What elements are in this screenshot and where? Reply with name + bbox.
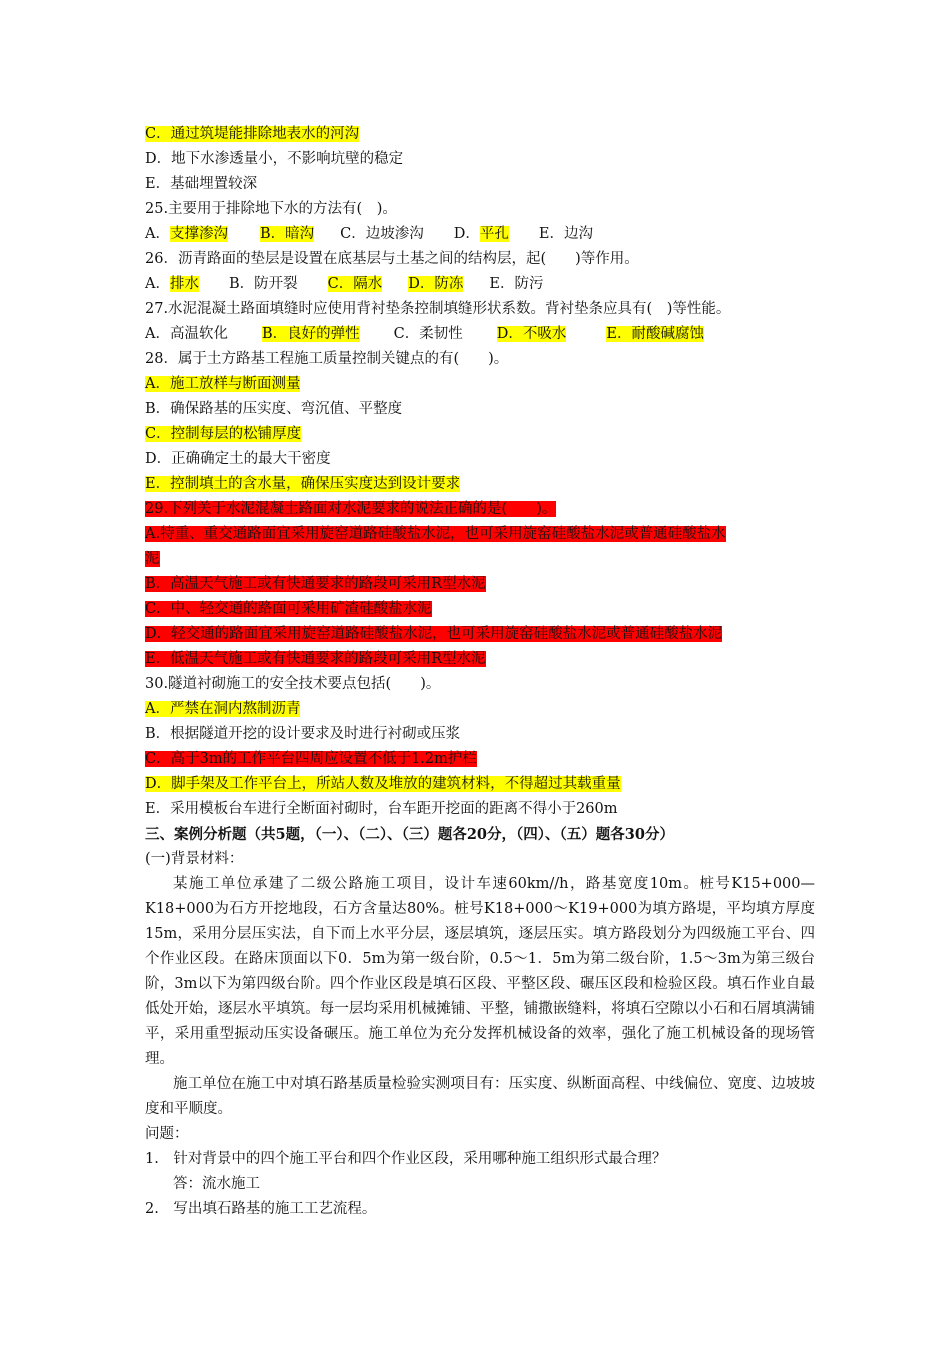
- questions-label: 问题：: [145, 1126, 189, 1142]
- question-26: 26．沥青路面的垫层是设置在底基层与土基之间的结构层，起( )等作用。: [145, 251, 639, 267]
- option-line: B．根据隧道开挖的设计要求及时进行衬砌或压浆: [145, 726, 461, 742]
- case-question: 1. 针对背景中的四个施工平台和四个作业区段，采用哪种施工组织形式最合理？: [145, 1151, 667, 1167]
- highlighted-text: A．严禁在洞内熬制沥青: [145, 701, 301, 717]
- highlighted-text: D．脚手架及工作平台上，所站人数及堆放的建筑材料，不得超过其载重量: [145, 776, 621, 792]
- red-highlighted-text: C．高于3m的工作平台四周应设置不低于1.2m护栏: [145, 751, 477, 767]
- option-line: [145, 572, 815, 597]
- question-27: 27.水泥混凝土路面填缝时应使用背衬垫条控制填缝形状系数。背衬垫条应具有( )等性能。: [145, 301, 731, 317]
- highlighted-text: D．防冻: [408, 276, 464, 292]
- option-text: C．边坡渗沟: [340, 226, 424, 242]
- option-line: [145, 747, 815, 772]
- option-line: [145, 522, 815, 547]
- highlighted-text: B．良好的弹性: [261, 326, 360, 342]
- option-line: [145, 772, 815, 797]
- highlighted-text: C．通过筑堤能排除地表水的河沟: [145, 126, 360, 142]
- background-paragraph: 施工单位在施工中对填石路基质量检验实测项目有：压实度、纵断面高程、中线偏位、宽度、边坡坡度和平顺度。: [145, 1076, 815, 1117]
- question-27-options: [145, 322, 815, 347]
- red-highlighted-text: D．轻交通的路面宜采用旋窑道路硅酸盐水泥，也可采用旋窑硅酸盐水泥或普通硅酸盐水泥: [145, 626, 723, 642]
- option-text: E．边沟: [538, 226, 593, 242]
- question-30: 30.隧道衬砌施工的安全技术要点包括( )。: [145, 676, 441, 692]
- question-25-options: [145, 222, 815, 247]
- highlighted-text: 平孔: [479, 226, 509, 242]
- section-heading: 三、案例分析题（共5题，（一）、（二）、（三）题各20分，（四）、（五）题各30分）: [145, 826, 674, 843]
- question-26-options: [145, 272, 815, 297]
- highlighted-text: A．施工放样与断面测量: [145, 376, 301, 392]
- question-29: [145, 497, 815, 522]
- option-line: E．采用模板台车进行全断面衬砌时，台车距开挖面的距离不得小于260m: [145, 801, 618, 817]
- option-line: [145, 622, 815, 647]
- red-highlighted-text: E．低温天气施工或有快通要求的路段可采用R型水泥: [145, 651, 486, 667]
- highlighted-text: C．控制每层的松铺厚度: [145, 426, 302, 442]
- highlighted-text: B．暗沟: [259, 226, 315, 242]
- case-answer: 答：流水施工: [173, 1176, 260, 1192]
- option-label: A．: [145, 226, 170, 242]
- option-line: D．地下水渗透量小，不影响坑壁的稳定: [145, 151, 404, 167]
- highlighted-text: D．不吸水: [496, 326, 567, 342]
- background-paragraph: 某施工单位承建了二级公路施工项目，设计车速60km//h，路基宽度10m。桩号K15+000—K18+000为石方开挖地段，石方含量达80%。桩号K18+000～K19+000为填方路堤，平均填方厚度15m，采用分层压实法，自下而上水平分层，逐层填筑，逐层压实。填方路段划分为四级施工平台、四个作业区段。在路床顶面以下0．5m为第一级台阶，0.5～1．5m为第二级台阶，1.5～3m为第三级台阶，3m以下为第四级台阶。四个作业区段是填石区段、平整区段、碾压区段和检验区段。填石作业自最低处开始，逐层水平填筑。每一层均采用机械摊铺、平整，铺撒嵌缝料，将填石空隙以小石和石屑填满铺平，采用重型振动压实设备碾压。施工单位为充分发挥机械设备的效率，强化了施工机械设备的现场管理。: [145, 876, 815, 1067]
- document-page: [145, 122, 815, 1222]
- highlighted-text: 排水: [169, 276, 199, 292]
- option-line: [145, 422, 815, 447]
- option-text: B．防开裂: [228, 276, 298, 292]
- option-label: D．: [453, 226, 480, 242]
- question-28: 28．属于土方路基工程施工质量控制关键点的有( )。: [145, 351, 509, 367]
- highlighted-text: E．控制填土的含水量，确保压实度达到设计要求: [145, 476, 461, 492]
- question-25: 25.主要用于排除地下水的方法有( )。: [145, 201, 397, 217]
- option-line: [145, 697, 815, 722]
- red-highlighted-text: B．高温天气施工或有快通要求的路段可采用R型水泥: [145, 576, 486, 592]
- highlighted-text: E．耐酸碱腐蚀: [606, 326, 704, 342]
- option-text: C．柔韧性: [393, 326, 463, 342]
- background-title: (一)背景材料：: [145, 851, 244, 867]
- option-line: [145, 372, 815, 397]
- option-text: E．防污: [489, 276, 544, 292]
- option-line: [145, 547, 815, 572]
- red-highlighted-text: 29.下列关于水泥混凝土路面对水泥要求的说法正确的是( )。: [145, 501, 557, 517]
- option-label: A．: [145, 276, 170, 292]
- option-text: A．高温软化: [145, 326, 228, 342]
- option-line: [145, 122, 815, 147]
- red-highlighted-text: A.特重、重交通路面宜采用旋窑道路硅酸盐水泥，也可采用旋窑硅酸盐水泥或普通硅酸盐水: [145, 526, 726, 542]
- highlighted-text: 支撑渗沟: [169, 226, 228, 242]
- option-line: B．确保路基的压实度、弯沉值、平整度: [145, 401, 403, 417]
- option-line: D．正确确定土的最大干密度: [145, 451, 331, 467]
- option-line: [145, 647, 815, 672]
- option-line: E．基础埋置较深: [145, 176, 258, 192]
- case-question: 2. 写出填石路基的施工工艺流程。: [145, 1201, 377, 1217]
- red-highlighted-text: C．中、轻交通的路面可采用矿渣硅酸盐水泥: [145, 601, 432, 617]
- option-line: [145, 597, 815, 622]
- red-highlighted-text: 泥: [145, 551, 160, 567]
- option-line: [145, 472, 815, 497]
- highlighted-text: C．隔水: [327, 276, 383, 292]
